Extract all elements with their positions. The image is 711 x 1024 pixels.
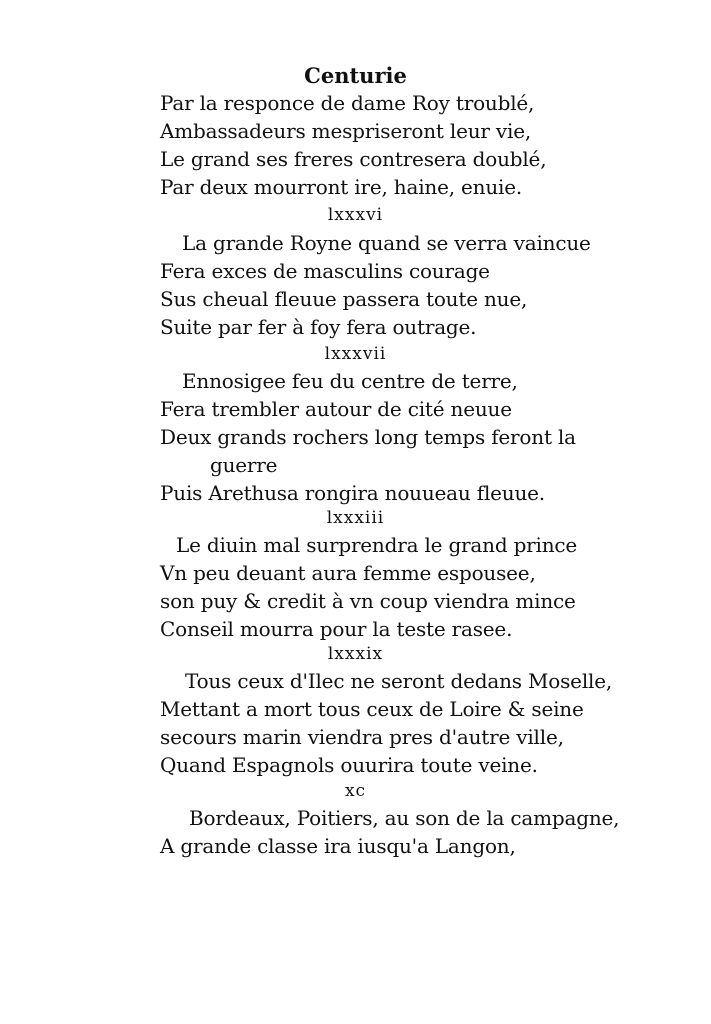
verse-line: son puy & credit à vn coup viendra mince bbox=[160, 589, 576, 613]
verse-line: Le grand ses freres contresera doublé, bbox=[160, 147, 547, 171]
verse-line: Par la responce de dame Roy troublé, bbox=[160, 91, 535, 115]
verse-line: Fera exces de masculins courage bbox=[160, 259, 490, 283]
verse-line: Sus cheual fleuue passera toute nue, bbox=[160, 287, 528, 311]
verse-line: Quand Espagnols ouurira toute veine. bbox=[160, 753, 538, 777]
quatrain-number: lxxxiii bbox=[326, 508, 385, 528]
verse-line: Bordeaux, Poitiers, au son de la campagne, bbox=[189, 806, 620, 830]
verse-line: Par deux mourront ire, haine, enuie. bbox=[160, 175, 523, 199]
verse-line: Suite par fer à foy fera outrage. bbox=[160, 315, 477, 339]
verse-line: A grande classe ira iusqu'a Langon, bbox=[160, 834, 516, 858]
verse-line: Mettant a mort tous ceux de Loire & seine bbox=[160, 697, 584, 721]
verse-line: Ennosigee feu du centre de terre, bbox=[182, 369, 518, 393]
page-header: Centurie bbox=[304, 63, 407, 88]
quatrain-number: lxxxix bbox=[327, 644, 384, 664]
verse-line: Tous ceux d'Ilec ne seront dedans Moselle, bbox=[185, 669, 613, 693]
verse-line: La grande Royne quand se verra vaincue bbox=[182, 231, 591, 255]
verse-line: secours marin viendra pres d'autre ville, bbox=[160, 725, 564, 749]
verse-line-continuation: guerre bbox=[210, 453, 278, 477]
verse-line: Conseil mourra pour la teste rasee. bbox=[160, 617, 513, 641]
verse-line: Vn peu deuant aura femme espousee, bbox=[160, 561, 536, 585]
verse-line: Deux grands rochers long temps feront la bbox=[160, 425, 576, 449]
quatrain-number: xc bbox=[344, 781, 367, 801]
verse-line: Puis Arethusa rongira nouueau fleuue. bbox=[160, 481, 545, 505]
verse-line: Fera trembler autour de cité neuue bbox=[160, 397, 512, 421]
quatrain-number: lxxxvii bbox=[324, 344, 387, 364]
quatrain-number: lxxxvi bbox=[327, 205, 384, 225]
verse-line: Ambassadeurs mespriseront leur vie, bbox=[160, 119, 532, 143]
verse-line: Le diuin mal surprendra le grand prince bbox=[176, 533, 578, 557]
